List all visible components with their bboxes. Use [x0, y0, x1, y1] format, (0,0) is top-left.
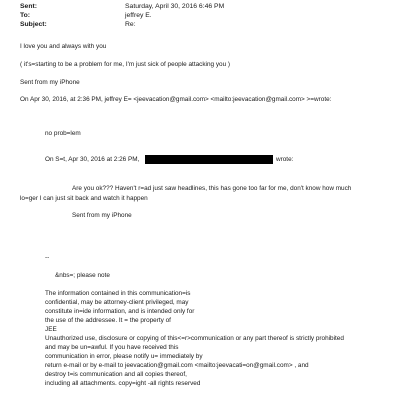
body-line: ( it's=starting to be a problem for me, I'm just sick of people attacking you ) [20, 61, 231, 68]
disclaimer-line: communication in error, please notify u= immediately by [45, 353, 203, 360]
quoted-header-line: On Apr 30, 2016, at 2:36 PM, jeffrey E= <jeevacation@gmail.com> <mailto:jeevacation@gmail.com> >=wrote: [20, 96, 332, 103]
body-line: &nbs=; please note [55, 272, 110, 279]
disclaimer-line: confidential, may be attorney-client privileged, may [45, 299, 189, 306]
subject-label: Subject: [20, 21, 47, 28]
quoted-header-line-end: wrote: [276, 156, 294, 163]
disclaimer-line: JEE [45, 326, 57, 333]
subject-value: Re: [125, 21, 136, 28]
header-sent-row [20, 2, 380, 11]
disclaimer-line: return e-mail or by e-mail to jeevacation@gmail.com <mailto:jeevacati=on@gmail.com> , and [45, 362, 309, 369]
redaction-bar [145, 155, 273, 164]
body-line: no prob=lem [45, 130, 81, 137]
disclaimer-line: the use of the addressee. It = the property of [45, 317, 171, 324]
disclaimer-line: and may be un=awful. If you have received this [45, 344, 179, 351]
sent-value: Saturday, April 30, 2016 6:46 PM [125, 3, 225, 10]
disclaimer-line: Unauthorized use, disclosure or copying of this<=r>communication or any part thereof is strictly prohibited [45, 335, 344, 342]
body-line: Sent from my iPhone [20, 79, 80, 86]
disclaimer-line: destroy t=is communication and all copies thereof, [45, 371, 187, 378]
quoted-header-line: On S=t, Apr 30, 2016 at 2:26 PM, [45, 156, 140, 163]
header-subject-row [20, 20, 380, 29]
body-line: Are you ok??? Haven't r=ad just saw headlines, this has gone too far for me, don't know how much [72, 185, 352, 192]
sent-label: Sent: [20, 3, 37, 10]
signature-separator: -- [45, 254, 50, 261]
disclaimer-line: The information contained in this communication=is [45, 290, 191, 297]
body-line: Sent from my iPhone [72, 212, 132, 219]
body-line: lo=ger I can just sit back and watch it happen [20, 195, 148, 202]
disclaimer-line: constitute in=ide information, and is intended only for [45, 308, 195, 315]
header-to-row [20, 11, 380, 20]
disclaimer-line: including all attachments. copy=ight -all rights reserved [45, 380, 201, 387]
body-line: I love you and always with you [20, 43, 107, 50]
to-label: To: [20, 12, 31, 19]
to-value: jeffrey E. [125, 12, 152, 19]
